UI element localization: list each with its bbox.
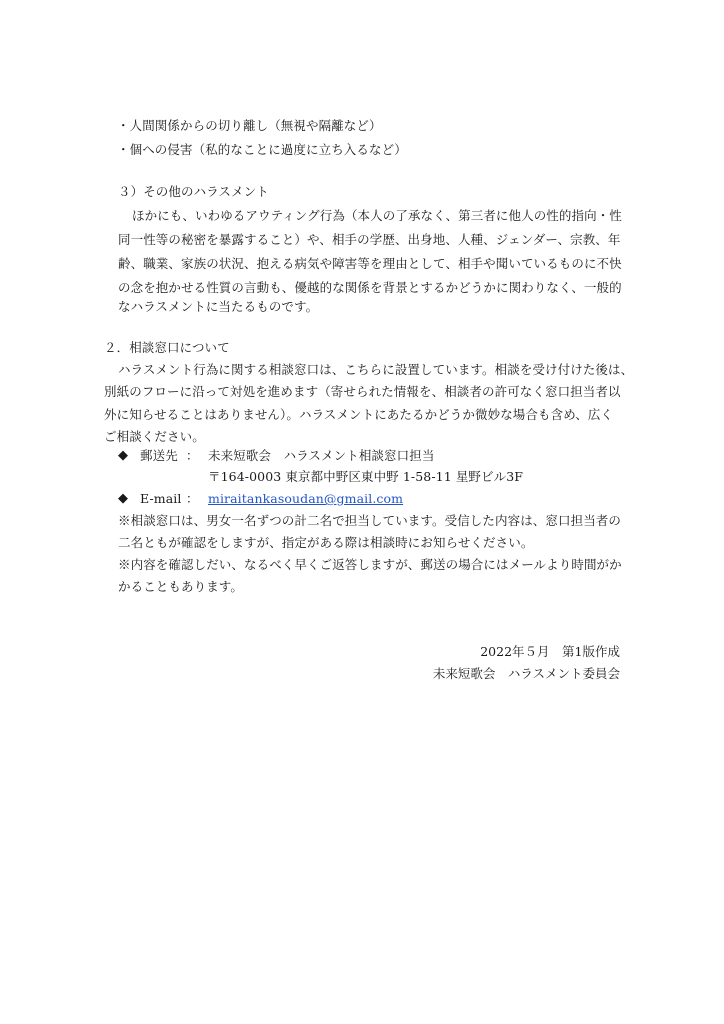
section-3-heading: ３）その他のハラスメント: [118, 184, 269, 199]
organization-name: 未来短歌会 ハラスメント委員会: [432, 666, 620, 681]
section-3-body-line-2: 同一性等の秘密を暴露すること）や、相手の学歴、出身地、人種、ジェンダー、宗教、年: [118, 232, 621, 247]
mail-recipient: 未来短歌会 ハラスメント相談窓口担当: [208, 448, 435, 463]
mail-colon: ：: [186, 448, 199, 463]
note-line-2: 二名ともが確認をしますが、指定がある際は相談時にお知らせください。: [118, 535, 534, 550]
list-item-intrusion: ・個への侵害（私的なことに過度に立ち入るなど）: [117, 142, 407, 157]
section-2-body-line-1: ハラスメント行為に関する相談窓口は、こちらに設置しています。相談を受け付けた後は、: [118, 362, 634, 377]
section-3-body-line-1: ほかにも、いわゆるアウティング行為（本人の了承なく、第三者に他人の性的指向・性: [132, 208, 622, 223]
section-2-heading: ２．相談窓口について: [104, 340, 230, 355]
note-line-3: ※内容を確認しだい、なるべく早くご返答しますが、郵送の場合にはメールより時間がか: [118, 557, 622, 572]
section-3-body-line-5: なハラスメントに当たるものです。: [118, 299, 319, 314]
section-2-body-line-3: 外に知らせることはありません）。ハラスメントにあたるかどうか微妙な場合も含め、広く: [104, 407, 614, 422]
section-3-body-line-3: 齢、職業、家族の状況、抱える病気や障害等を理由として、相手や聞いているものに不快: [118, 256, 622, 271]
note-line-4: かることもあります。: [118, 579, 244, 594]
list-item-isolation: ・人間関係からの切り離し（無視や隔離など）: [117, 118, 382, 133]
diamond-bullet-icon: ◆: [118, 491, 128, 506]
creation-date: 2022年５月 第1版作成: [480, 644, 620, 659]
mail-label: 郵送先: [140, 448, 178, 463]
section-2-body-line-2: 別紙のフローに沿って対処を進めます（寄せられた情報を、相談者の許可なく窓口担当者以: [104, 384, 621, 399]
mail-address: 〒164-0003 東京都中野区東中野 1-58-11 星野ビル3F: [208, 469, 524, 484]
email-label: E-mail: [140, 491, 182, 506]
section-2-body-line-4: ご相談ください。: [104, 429, 205, 444]
section-3-body-line-4: の念を抱かせる性質の言動も、優越的な関係を背景とするかどうかに関わりなく、一般的: [118, 280, 622, 295]
email-colon: ：: [186, 491, 199, 506]
diamond-bullet-icon: ◆: [118, 448, 128, 463]
note-line-1: ※相談窓口は、男女一名ずつの計二名で担当しています。受信した内容は、窓口担当者の: [118, 513, 622, 528]
email-link[interactable]: miraitankasoudan@gmail.com: [208, 491, 404, 506]
